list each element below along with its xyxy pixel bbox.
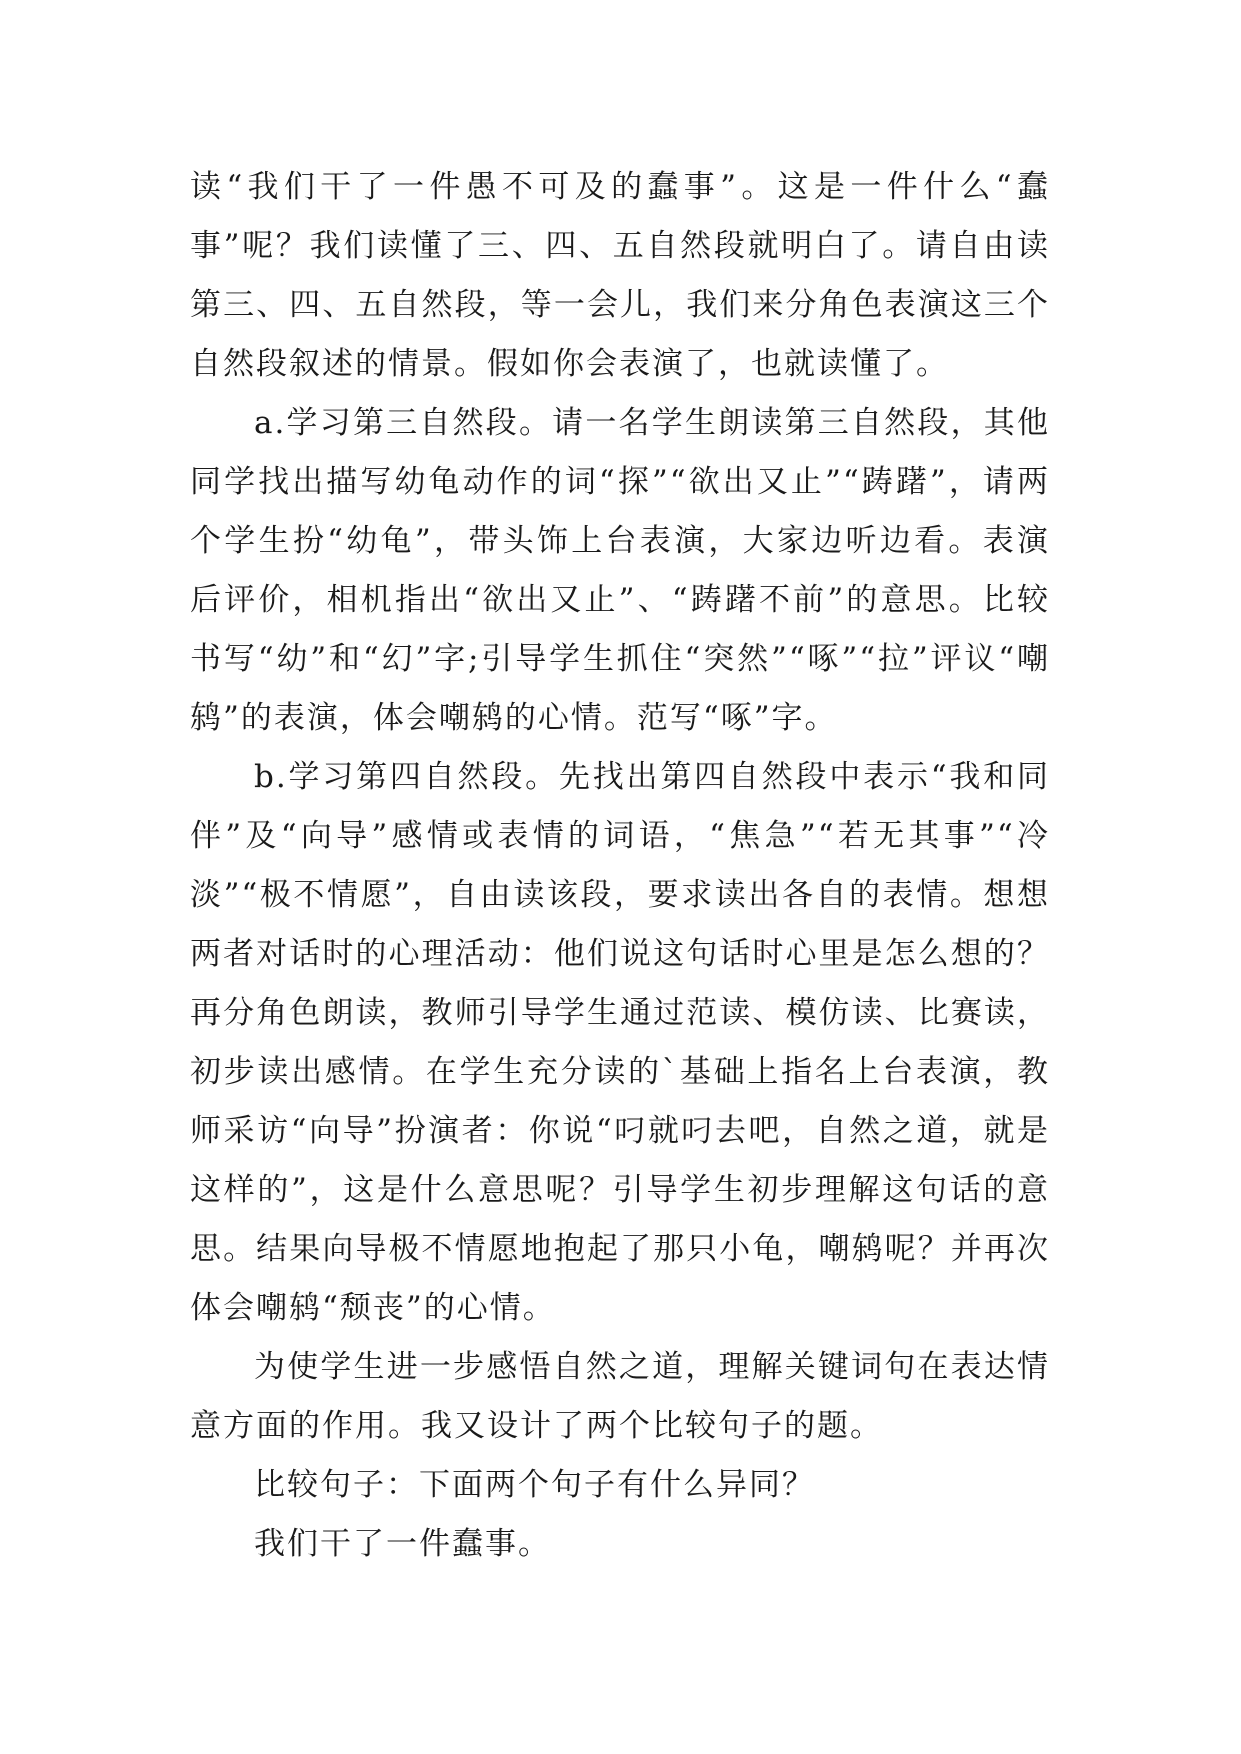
paragraph-step-a: a.学习第三自然段。请一名学生朗读第三自然段，其他同学找出描写幼龟动作的词“探”“欲出又止”“踌躇”，请两个学生扮“幼龟”，带头饰上台表演，大家边听边看。表演后评价，相机指出“欲出又止”、“踌躇不前”的意思。比较书写“幼”和“幻”字;引导学生抓住“突然”“啄”“拉”评议“嘲鸫”的表演，体会嘲鸫的心情。范写“啄”字。 bbox=[190, 405, 1050, 736]
paragraph-example-sentence: 我们干了一件蠢事。 bbox=[254, 1526, 551, 1562]
paragraph-step-b: b.学习第四自然段。先找出第四自然段中表示“我和同伴”及“向导”感情或表情的词语，“焦急”“若无其事”“冷淡”“极不情愿”，自由读该段，要求读出各自的表情。想想两者对话时的心理活动：他们说这句话时心里是怎么想的？再分角色朗读，教师引导学生通过范读、模仿读、比赛读，初步读出感情。在学生充分读的`基础上指名上台表演，教师采访“向导”扮演者：你说“叼就叼去吧，自然之道，就是这样的”，这是什么意思呢？引导学生初步理解这句话的意思。结果向导极不情愿地抱起了那只小龟，嘲鸫呢？并再次体会嘲鸫“颓丧”的心情。 bbox=[190, 759, 1050, 1326]
paragraph-compare-prompt: 比较句子：下面两个句子有什么异同？ bbox=[254, 1467, 815, 1503]
paragraph-intro: 读“我们干了一件愚不可及的蠢事”。这是一件什么“蠢事”呢？我们读懂了三、四、五自然段就明白了。请自由读第三、四、五自然段，等一会儿，我们来分角色表演这三个自然段叙述的情景。假如你会表演了，也就读懂了。 bbox=[190, 169, 1050, 382]
paragraph-design-note: 为使学生进一步感悟自然之道，理解关键词句在表达情意方面的作用。我又设计了两个比较句子的题。 bbox=[190, 1349, 1050, 1444]
document-body bbox=[190, 158, 1050, 1574]
